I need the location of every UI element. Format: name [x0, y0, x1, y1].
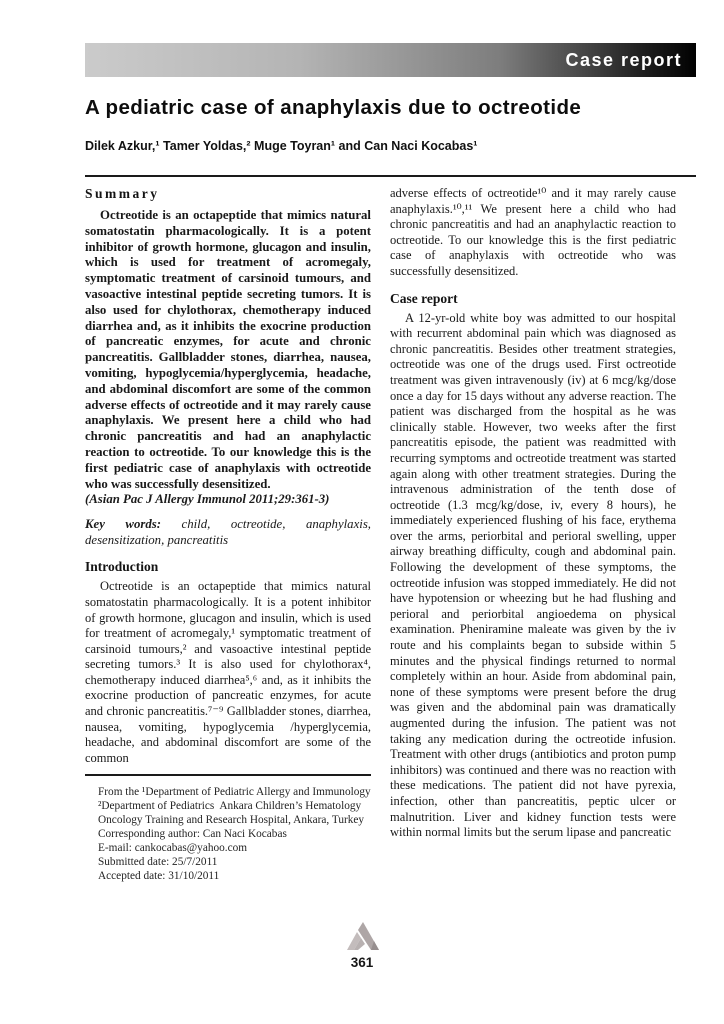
summary-paragraph: Octreotide is an octapeptide that mimics natural somatostatin pharmacologically. It is a potent inhibitor of growth hormone, glucagon and insulin, which is used for treatment of acromegaly, symptomatic treatment of carsinoid tumours, and vasoactive intestinal peptide secreting tumors. It is also used for chylothorax, chemotherapy induced diarrhea and, as it inhibits the exocrine production of pancreatic enzymes, for acute and chronic pancreatitis. Gallbladder stones, diarrhea, nausea, vomiting, hypoglycemia/hyperglycemia, headache, and abdominal discomfort are some of the common adverse effects of octreotide and it may rarely cause anaphylaxis. We present here a child who had chronic pancreatitis and had an anaphylactic reaction to octreotide. To our knowledge this is the first pediatric case of anaphylaxis with octreotide who was successfully desensitized. — [85, 208, 371, 491]
case-report-paragraph: A 12-yr-old white boy was admitted to our hospital with recurrent abdominal pain which was diagnosed as chronic pancreatitis. Besides other treatment strategies, octreotide was one of the drugs used. First octreotide treatment was given intravenously (iv) at 6 mcg/kg/dose once a day for 15 days without any adverse reaction. The patient was discharged from the hospital as he was clinically stable. However, two weeks after the first pancreatitis episode, the patient was readmitted with recurring symptoms and octreotide treatment was started again along with other treatment strategies. During the intravenous administration of the tenth dose of octreotide (1.3 mcg/kg/dose, iv, every 8 hours), he immediately experienced flushing of his face, erythema over the arms, periorbital and perioral swelling, upper airway breathing difficulty, cough and abdominal pain. Following the development of these symptoms, the octreotide infusion was stopped immediately. He did not have hypotension or wheezing but he had flushing and perioral and periorbital angioedema on physical examination. Pheniramine maleate was given by the iv route and his complaints began to subside within 5 minutes and the physical findings returned to normal completely within an hour. Aside from abdominal pain, none of these symptoms were present before the drug was given and the abdominal pain was dramatically augmented during the infusion. The patient was not taking any medication during the octreotide infusion. Treatment with other drugs (antibiotics and proton pump inhibitors) was continued and there was no reaction with these medications. The patient did not have pyrexia, infection, other than pancreatitis, peptic ulcer or malnutrition. Liver and kidney function tests were within normal limits but the serum lipase and pancreatic — [390, 310, 676, 840]
keywords-line — [85, 517, 371, 548]
intro-continued-paragraph: adverse effects of octreotide¹⁰ and it may rarely cause anaphylaxis.¹⁰,¹¹ We present here a child who had chronic pancreatitis and had an anaphylactic reaction to octreotide. To our knowledge this is the first pediatric case of anaphylaxis with octreotide who was successfully desensitized. — [390, 186, 676, 278]
page-number: 361 — [350, 955, 374, 970]
footnote-submitted-date: Submitted date: 25/7/2011 — [98, 856, 218, 869]
right-column — [390, 186, 676, 883]
left-column — [85, 186, 371, 883]
introduction-paragraph: Octreotide is an octapeptide that mimics natural somatostatin pharmacologically. It is a potent inhibitor of growth hormone, glucagon and insulin, which is used for treatment of acromegaly,¹ symptomatic treatment of carsinoid tumours,² and vasoactive intestinal peptide secreting tumors.³ It is also used for chylothorax⁴, chemotherapy induced diarrhea⁵,⁶ and, as it inhibits the exocrine production of pancreatic enzymes, for acute and chronic pancreatitis.⁷⁻⁹ Gallbladder stones, diarrhea, nausea, vomiting, hypoglycemia /hyperglycemia, headache, and abdominal discomfort are some of the common — [85, 579, 371, 765]
footnote-divider — [85, 774, 371, 776]
article-body — [85, 186, 696, 883]
category-banner — [85, 43, 696, 77]
keywords-text: child, octreotide, anaphylaxis, desensitization, pancreatitis — [85, 517, 371, 547]
summary-heading: Summary — [85, 186, 160, 201]
publisher-logo-icon — [341, 921, 383, 952]
authors-line: Dilek Azkur,¹ Tamer Yoldas,² Muge Toyran¹ and Can Naci Kocabas¹ — [85, 139, 478, 153]
footnote-accepted-date: Accepted date: 31/10/2011 — [98, 870, 220, 883]
case-report-heading: Case report — [390, 290, 458, 306]
footnote-corresponding-author: Corresponding author: Can Naci Kocabas — [98, 828, 287, 841]
introduction-heading: Introduction — [85, 559, 159, 575]
footnote-affiliation-2: ²Department of Pediatrics Ankara Children’s Hematology Oncology Training and Research Hospital, Ankara, Turkey — [98, 800, 365, 827]
page-footer — [0, 921, 724, 971]
category-banner-label: Case report — [565, 49, 682, 70]
journal-citation: (Asian Pac J Allergy Immunol 2011;29:361-3) — [85, 492, 330, 507]
article-title: A pediatric case of anaphylaxis due to octreotide — [85, 96, 582, 119]
footnote-affiliation-1: From the ¹Department of Pediatric Allergy and Immunology — [98, 786, 371, 799]
footnote-email: E-mail: cankocabas@yahoo.com — [98, 842, 248, 855]
header-divider — [85, 175, 696, 177]
keywords-label: Key words: — [85, 517, 161, 532]
footnote-block — [85, 785, 371, 883]
